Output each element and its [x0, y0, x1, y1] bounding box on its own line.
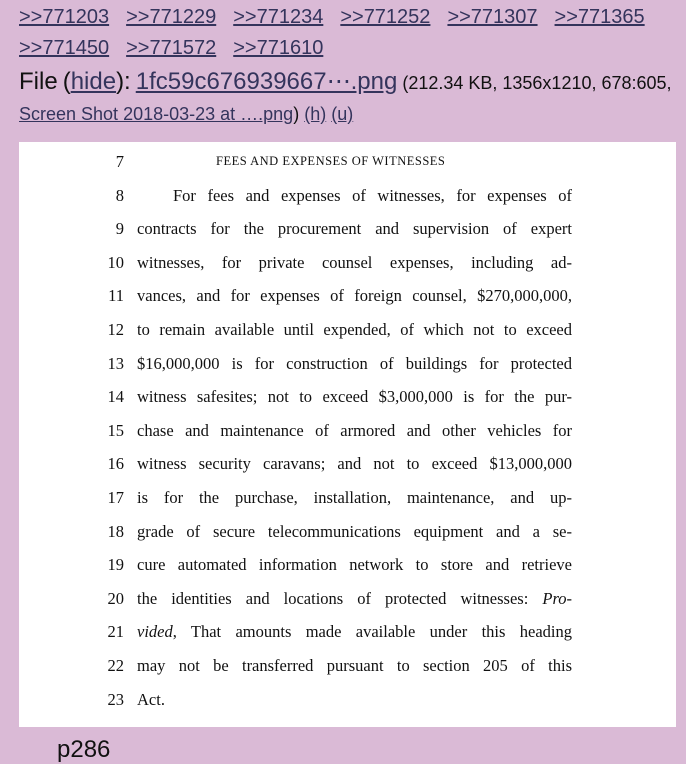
- file-label: File: [19, 68, 58, 95]
- line-text: $16,000,000 is for construction of buildings for protected: [137, 353, 572, 373]
- line-number: 21: [107, 622, 124, 642]
- h-link[interactable]: (h): [304, 104, 327, 124]
- line-number: 18: [107, 521, 124, 541]
- u-link[interactable]: (u): [331, 104, 354, 124]
- document-line: [19, 354, 676, 388]
- document-line: [19, 522, 676, 556]
- line-number: 19: [107, 555, 124, 575]
- document-line: [19, 186, 676, 220]
- quote-link[interactable]: >>771203: [19, 6, 110, 28]
- document-line: [19, 454, 676, 488]
- document-line: [19, 690, 676, 724]
- document-image[interactable]: [19, 142, 676, 727]
- line-text: grade of secure telecommunications equipment and a se-: [137, 521, 572, 541]
- line-text: to remain available until expended, of which not to exceed: [137, 320, 572, 339]
- line-number: 12: [107, 320, 124, 339]
- line-number: 10: [107, 252, 124, 272]
- document-line: [19, 152, 676, 186]
- document-heading: FEES AND EXPENSES OF WITNESSES: [216, 154, 446, 168]
- document-line: [19, 286, 676, 320]
- line-text: witnesses, for private counsel expenses, including ad-: [137, 252, 572, 272]
- line-text: the identities and locations of protected witnesses: Pro-: [137, 588, 572, 608]
- line-number: 9: [115, 219, 124, 239]
- document-line: [19, 656, 676, 690]
- file-meta: (212.34 KB, 1356x1210, 678:605,: [402, 73, 672, 93]
- line-number: 23: [107, 689, 124, 709]
- document-line: [19, 253, 676, 287]
- file-info: File (hide): 1fc59c676939667⋯.png (212.34 KB, 1356x1210, 678:605, Screen Shot 2018-03-23 at ….png) (h) (u): [19, 68, 672, 124]
- quote-link[interactable]: >>771307: [447, 6, 538, 28]
- line-number: 14: [107, 387, 124, 407]
- line-text: witness security caravans; and not to exceed $13,000,000: [137, 454, 572, 474]
- quote-links: [19, 2, 679, 64]
- line-text: may not be transferred pursuant to section 205 of this: [137, 656, 572, 675]
- quote-link[interactable]: >>771610: [233, 37, 324, 59]
- line-number: 20: [107, 588, 124, 608]
- line-text: witness safesites; not to exceed $3,000,000 is for the pur-: [137, 387, 572, 407]
- line-text: is for the purchase, installation, maintenance, and up-: [137, 488, 572, 507]
- line-text: vided, That amounts made available under this heading: [137, 622, 572, 642]
- line-text: cure automated information network to store and retrieve: [137, 555, 572, 575]
- line-number: 15: [107, 420, 124, 440]
- quote-links-row-2: [19, 33, 679, 64]
- line-number: 7: [115, 152, 124, 171]
- line-text: chase and maintenance of armored and other vehicles for: [137, 420, 572, 440]
- line-number: 16: [107, 454, 124, 474]
- document-line: [19, 555, 676, 589]
- document-line: [19, 589, 676, 623]
- document-line: [19, 622, 676, 656]
- line-number: 8: [115, 185, 124, 205]
- line-number: 13: [107, 353, 124, 373]
- line-text: contracts for the procurement and supervision of expert: [137, 219, 572, 239]
- line-number: 17: [107, 488, 124, 507]
- page-label: p286: [57, 736, 111, 763]
- line-text: Act.: [137, 689, 165, 709]
- document-line: [19, 488, 676, 522]
- hide-link[interactable]: hide: [70, 68, 117, 95]
- document-line: [19, 387, 676, 421]
- line-text: vances, and for expenses of foreign counsel, $270,000,000,: [137, 286, 572, 306]
- quote-link[interactable]: >>771234: [233, 6, 324, 28]
- quote-link[interactable]: >>771252: [340, 6, 431, 28]
- document-line: [19, 320, 676, 354]
- line-text: For fees and expenses of witnesses, for expenses of: [173, 185, 572, 205]
- quote-link[interactable]: >>771365: [554, 6, 645, 28]
- document-line: [19, 421, 676, 455]
- line-number: 11: [108, 286, 124, 306]
- original-filename-link[interactable]: Screen Shot 2018-03-23 at ….png: [19, 104, 294, 124]
- quote-links-row-1: [19, 2, 679, 33]
- line-number: 22: [107, 656, 124, 675]
- quote-link[interactable]: >>771229: [126, 6, 217, 28]
- quote-link[interactable]: >>771572: [126, 37, 217, 59]
- document-line: [19, 219, 676, 253]
- filename-link[interactable]: 1fc59c676939667⋯.png: [135, 68, 398, 95]
- quote-link[interactable]: >>771450: [19, 37, 110, 59]
